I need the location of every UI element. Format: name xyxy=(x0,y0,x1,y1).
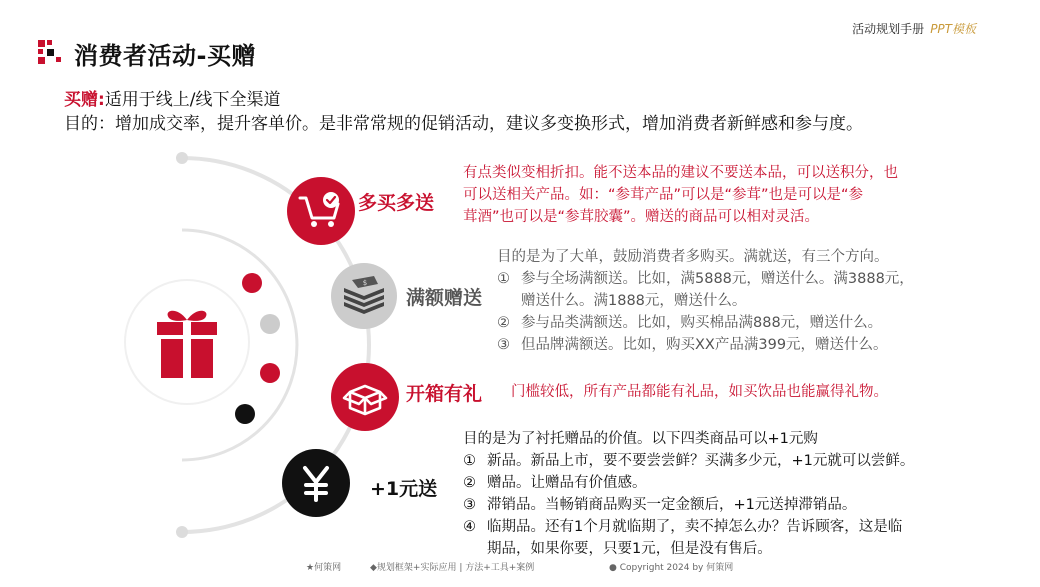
list-num: ③ xyxy=(463,497,476,513)
item-3-circle xyxy=(330,362,400,432)
item-2-circle xyxy=(330,262,398,330)
item-3-desc: 门槛较低，所有产品都能有礼品，如买饮品也能赢得礼物。 xyxy=(511,384,888,400)
footer-brand: ★何策网 xyxy=(306,563,342,573)
gift-icon xyxy=(155,304,219,380)
desc-intro: 目的是为了大单，鼓励消费者多购买。满就送，有三个方向。 xyxy=(497,249,889,265)
item-2-desc xyxy=(497,246,1017,356)
intro-channel: 适用于线上/线下全渠道 xyxy=(104,90,281,110)
list-num: ① xyxy=(463,453,476,469)
list-num: ③ xyxy=(497,337,510,353)
desc-line: 茸酒”也可以是“参茸胶囊”。赠送的商品可以相对灵活。 xyxy=(463,209,820,225)
list-num: ① xyxy=(497,271,510,287)
item-3-label: 开箱有礼 xyxy=(406,383,483,405)
dot-gray xyxy=(260,314,280,334)
item-1-circle xyxy=(286,176,356,246)
list-line: 赠品。让赠品有价值感。 xyxy=(487,475,647,491)
intro-line-2: 目的：增加成交率，提升客单价。是非常常规的促销活动，建议多变换形式，增加消费者新鲜感和参与度。 xyxy=(64,114,863,134)
dot-black xyxy=(235,404,255,424)
intro-label: 买赠: xyxy=(64,90,105,110)
dot-bottom xyxy=(176,526,188,538)
item-2-label: 满额赠送 xyxy=(406,287,483,309)
list-line: 期品，如果你要，只要1元，但是没有售后。 xyxy=(487,541,772,557)
list-num: ④ xyxy=(463,519,476,535)
list-item xyxy=(497,268,1017,312)
footer-copyright: ● Copyright 2024 by 何策网 xyxy=(609,563,734,573)
brand-name: 活动规划手册 xyxy=(852,22,925,36)
list-item xyxy=(497,312,1017,334)
list-item xyxy=(463,450,1008,472)
list-item xyxy=(463,494,1008,516)
brand-tag: PPT模板 xyxy=(930,22,976,36)
list-num: ② xyxy=(463,475,476,491)
list-line: 新品。新品上市，要不要尝尝鲜？买满多少元，+1元就可以尝鲜。 xyxy=(487,453,915,469)
footer-tagline: ◆规划框架+实际应用 | 方法+工具+案例 xyxy=(370,563,535,573)
desc-line: 有点类似变相折扣。能不送本品的建议不要送本品，可以送积分，也 xyxy=(463,165,898,181)
dot-red-1 xyxy=(242,273,262,293)
item-1-label: 多买多送 xyxy=(358,192,435,214)
list-item xyxy=(463,516,1008,560)
list-num: ② xyxy=(497,315,510,331)
desc-line: 可以送相关产品。如：“参茸产品”可以是“参茸”也是可以是“参 xyxy=(463,187,864,203)
item-1-desc xyxy=(463,162,1003,228)
list-line: 滞销品。当畅销商品购买一定金额后，+1元送掉滞销品。 xyxy=(487,497,857,513)
list-line: 参与品类满额送。比如，购买棉品满888元，赠送什么。 xyxy=(521,315,883,331)
item-4-desc xyxy=(463,428,1008,560)
svg-text:$: $ xyxy=(362,279,368,287)
list-line: 但品牌满额送。比如，购买XX产品满399元，赠送什么。 xyxy=(521,337,888,353)
page-title: 消费者活动-买赠 xyxy=(74,42,256,70)
list-line: 赠送什么。满1888元，赠送什么。 xyxy=(521,293,747,309)
item-4-circle xyxy=(281,448,351,518)
desc-intro: 目的是为了衬托赠品的价值。以下四类商品可以+1元购 xyxy=(463,431,818,447)
list-line: 临期品。还有1个月就临期了，卖不掉怎么办？告诉顾客，这是临 xyxy=(487,519,903,535)
item-4-label: +1元送 xyxy=(370,478,438,500)
dot-top xyxy=(176,152,188,164)
list-line: 参与全场满额送。比如，满5888元，赠送什么。满3888元， xyxy=(521,271,914,287)
dot-red-2 xyxy=(260,363,280,383)
list-item xyxy=(463,472,1008,494)
list-item xyxy=(497,334,1017,356)
